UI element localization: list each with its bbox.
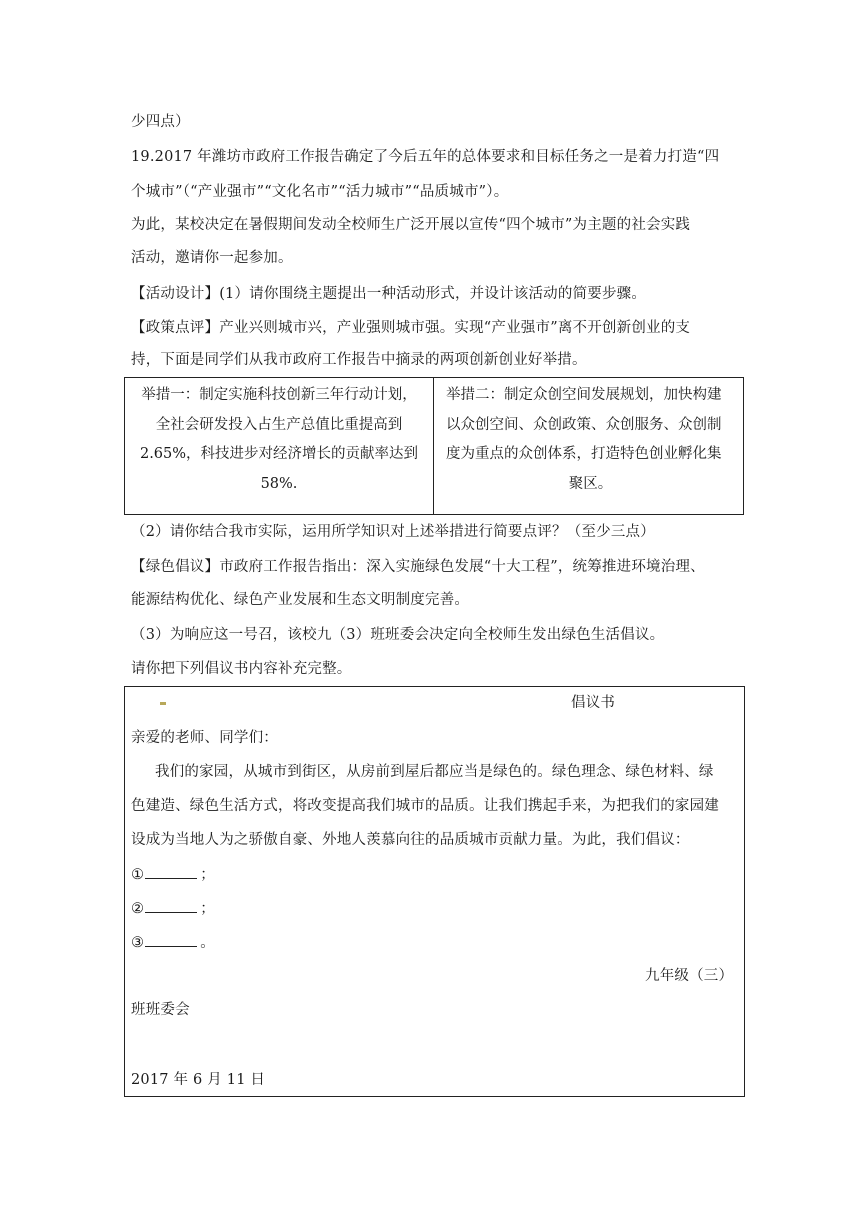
measure-one-cell [125,378,434,514]
proposal-item-2 [131,898,215,919]
green-proposal-line-2: 能源结构优化、绿色产业发展和生态文明制度完善。 [131,592,470,608]
item-number: ③ [131,935,145,951]
proposal-letter-box [124,686,745,1097]
item-punct: 。 [200,935,215,951]
instruction: 请你把下列倡议书内容补充完整。 [131,661,352,677]
proposal-body-line-1: 我们的家园，从城市到街区，从房前到屋后都应当是绿色的。绿色理念、绿色材料、绿 [155,764,714,780]
policy-review-line-1: 【政策点评】产业兴则城市兴，产业强则城市强。实现“产业强市”离不开创新创业的支 [131,320,691,336]
q19-line-2: 个城市”（“产业强市”“文化名市”“活力城市”“品质城市”）。 [131,184,509,200]
measure-two-line: 以众创空间、众创政策、众创服务、众创制 [446,416,722,433]
measure-two-line: 度为重点的众创体系，打造特色创业孵化集 [446,446,722,462]
small-mark [160,702,166,705]
item-punct: ； [200,867,215,883]
answer-blank[interactable] [145,932,197,947]
activity-design: 【活动设计】(1）请你围绕主题提出一种活动形式，并设计该活动的简要步骤。 [131,286,647,302]
policy-review-line-2: 持，下面是同学们从我市政府工作报告中摘录的两项创新创业好举措。 [131,352,587,368]
measure-one-line: 58%. [260,475,298,492]
answer-blank[interactable] [145,864,197,879]
proposal-body-line-3: 设成为当地人为之骄傲自豪、外地人羡慕向往的品质城市贡献力量。为此，我们倡议： [131,832,690,848]
item-number: ② [131,901,145,917]
signature-grade: 九年级（三） [645,968,734,984]
signature-committee: 班班委会 [131,1002,190,1018]
q19-line-1: 19.2017 年潍坊市政府工作报告确定了今后五年的总体要求和目标任务之一是着力打造“四 [131,149,720,165]
proposal-title: 倡议书 [571,695,616,711]
measure-one-line: 2.65%，科技进步对经济增长的贡献率达到 [139,446,419,462]
item-punct: ； [200,901,215,917]
proposal-item-3 [131,932,215,953]
measure-one-line: 全社会研发投入占生产总值比重提高到 [155,416,403,433]
question-3: （3）为响应这一号召，该校九（3）班班委会决定向全校师生发出绿色生活倡议。 [131,627,665,643]
item-number: ① [131,867,145,883]
intro-tail: 少四点） [131,114,190,130]
measures-table [124,377,744,515]
q19-line-4: 活动，邀请你一起参加。 [131,250,293,266]
measure-two-line: 聚区。 [568,475,613,492]
measure-two-line: 举措二：制定众创空间发展规划，加快构建 [446,387,722,403]
green-proposal-line-1: 【绿色倡议】市政府工作报告指出：深入实施绿色发展“十大工程”，统筹推进环境治理、 [131,559,705,575]
q19-line-3: 为此，某校决定在暑假期间发动全校师生广泛开展以宣传“四个城市”为主题的社会实践 [131,217,691,233]
measure-one-line: 举措一：制定实施科技创新三年行动计划， [141,387,417,403]
measure-two-cell [434,378,743,514]
proposal-greeting: 亲爱的老师、同学们： [131,730,278,746]
proposal-date: 2017 年 6 月 11 日 [131,1072,266,1088]
answer-blank[interactable] [145,898,197,913]
question-2: （2）请你结合我市实际，运用所学知识对上述举措进行简要点评？（至少三点） [131,524,655,540]
proposal-body-line-2: 色建造、绿色生活方式，将改变提高我们城市的品质。让我们携起手来，为把我们的家园建 [131,798,719,814]
proposal-item-1 [131,864,215,885]
